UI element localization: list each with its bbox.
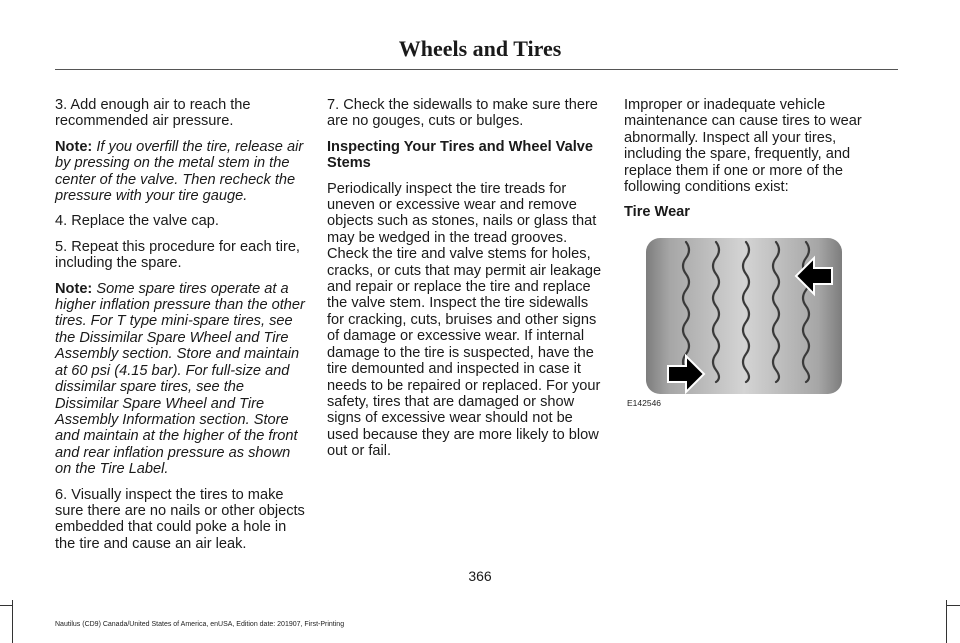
note-label: Note:: [55, 138, 93, 155]
column-3: [624, 97, 884, 230]
section-heading-inspecting: Inspecting Your Tires and Wheel Valve Stems: [327, 138, 594, 172]
step-7: 7. Check the sidewalls to make sure there are no gouges, cuts or bulges.: [327, 97, 598, 130]
figure-code: E142546: [627, 398, 662, 408]
maintenance-paragraph: Improper or inadequate vehicle maintenance can cause tires to wear abnormally. Inspect all your tires, including the spare, frequently, and replace them if one or more of the following conditions exist:: [624, 97, 862, 196]
column-2: [327, 97, 603, 469]
page-number: 366: [468, 568, 492, 584]
tire-wear-illustration: [624, 232, 849, 410]
step-6: 6. Visually inspect the tires to make sure there are no nails or other objects embedded that could poke a hole in the tire and cause an air leak.: [55, 486, 305, 552]
crop-mark-right-h: [947, 605, 960, 606]
note-text: Some spare tires operate at a higher inflation pressure than the other tires. For T type mini-spare tires, see the Dissimilar Spare Wheel and Tire Assembly section. Store and maintain at 60 psi (4.15 bar). For full-size and dissimilar spare tires, see the Dissimilar Spare Wheel and Tire Assembly Information section. Store and maintain at the higher of the front and rear inflation pressure as shown on the Tire Label.: [55, 280, 305, 478]
section-heading-tire-wear: Tire Wear: [624, 204, 690, 221]
step-3: 3. Add enough air to reach the recommended air pressure.: [55, 97, 251, 130]
step-5: 5. Repeat this procedure for each tire, including the spare.: [55, 238, 300, 272]
step-4: 4. Replace the valve cap.: [55, 213, 219, 230]
note-overfill: [55, 139, 307, 205]
crop-mark-right-v: [946, 600, 947, 643]
note-text: If you overfill the tire, release air by pressing on the metal stem in the center of the valve. Then recheck the pressure with your tire gauge.: [55, 138, 304, 205]
inspecting-paragraph: Periodically inspect the tire treads for uneven or excessive wear and remove objects such as stones, nails or glass that may be wedged in the tread grooves. Check the tire and valve stems for holes, cracks, or cuts that may permit air leakage and repair or replace the tire and replace the valve stem. Inspect the tire sidewalls for cracking, cuts, bruises and other signs of damage or excessive wear. If internal damage to the tire is suspected, have the tire demounted and inspected in case it needs to be repaired or replaced. For your safety, tires that are damaged or show signs of excessive wear should not be used because they are more likely to blow out or fail.: [327, 180, 602, 460]
page-header-title: Wheels and Tires: [398, 36, 562, 61]
column-1: [55, 97, 307, 561]
crop-mark-left-v: [12, 600, 13, 643]
crop-mark-left-h: [0, 605, 12, 606]
footer-text: Nautilus (CD9) Canada/United States of America, enUSA, Edition date: 201907, First-Printing: [55, 621, 345, 628]
tire-tread-icon: [624, 232, 849, 410]
header-rule: [55, 69, 898, 70]
note-label: Note:: [55, 280, 93, 297]
note-spare: [55, 281, 307, 478]
